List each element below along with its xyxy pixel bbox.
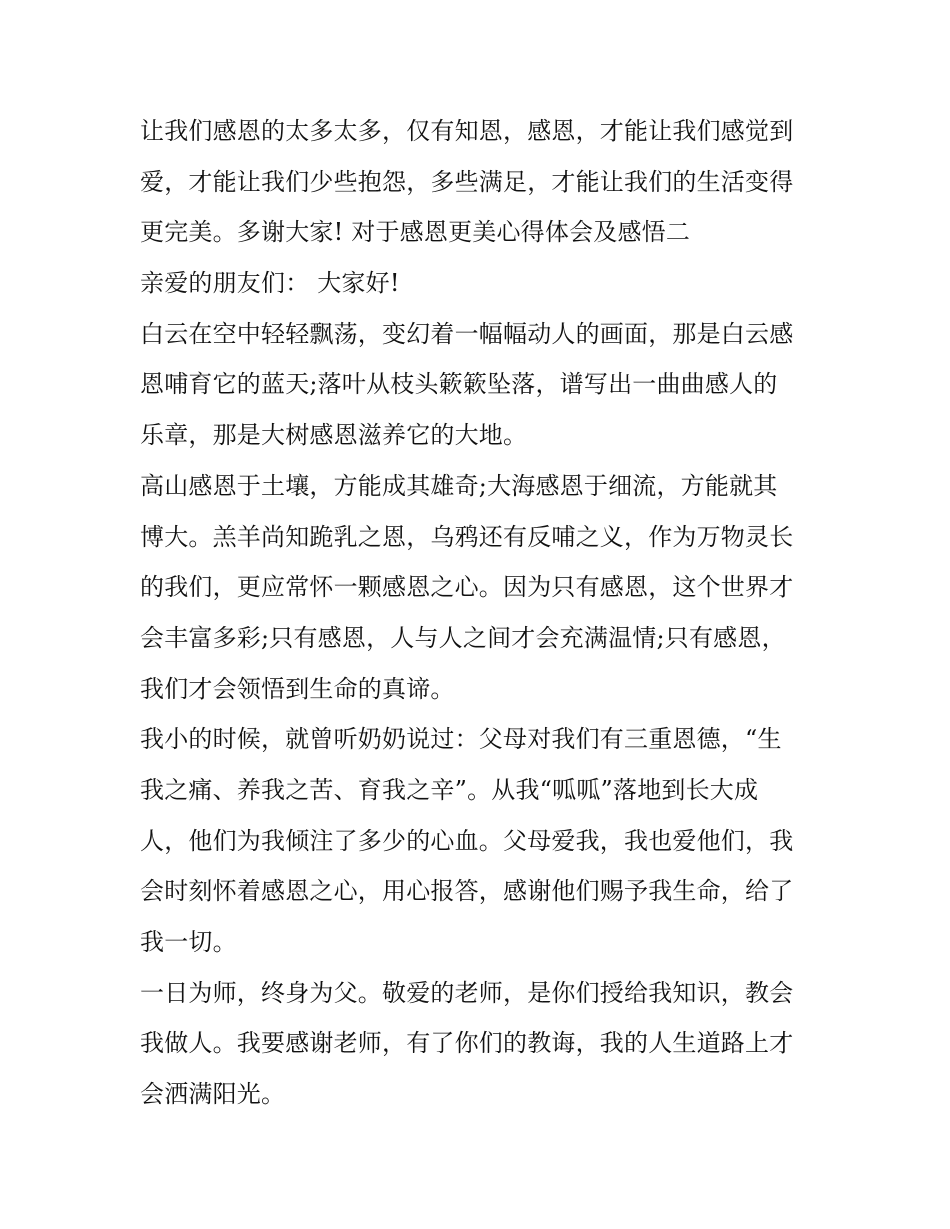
text-line: 博大。羔羊尚知跪乳之恩，乌鸦还有反哺之义，作为万物灵长 — [140, 522, 794, 551]
text-line: 我们才会领悟到生命的真谛。 — [140, 674, 455, 703]
text-line: 会洒满阳光。 — [140, 1080, 286, 1109]
text-line: 一日为师，终身为父。敬爱的老师，是你们授给我知识，教会 — [140, 978, 794, 1007]
text-line: 的我们，更应常怀一颗感恩之心。因为只有感恩，这个世界才 — [140, 573, 794, 602]
text-line: 爱，才能让我们少些抱怨，多些满足，才能让我们的生活变得 — [140, 167, 794, 196]
text-line: 会丰富多彩;只有感恩，人与人之间才会充满温情;只有感恩， — [140, 623, 786, 652]
text-line: 我做人。我要感谢老师，有了你们的教诲，我的人生道路上才 — [140, 1029, 794, 1058]
text-line: 我之痛、养我之苦、育我之辛”。从我“呱呱”落地到长大成 — [140, 775, 759, 804]
text-line: 乐章，那是大树感恩滋养它的大地。 — [140, 421, 528, 450]
document-body — [140, 106, 830, 1120]
text-line: 我小的时候，就曾听奶奶说过：父母对我们有三重恩德，“生 — [140, 725, 782, 754]
text-line: 让我们感恩的太多太多，仅有知恩，感恩，才能让我们感觉到 — [140, 117, 794, 145]
text-line: 会时刻怀着感恩之心，用心报答，感谢他们赐予我生命，给了 — [140, 877, 794, 906]
text-line: 更完美。多谢大家! 对于感恩更美心得体会及感悟二 — [140, 218, 691, 247]
text-line: 我一切。 — [140, 928, 237, 956]
greeting-line: 亲爱的朋友们： 大家好! — [140, 269, 400, 298]
text-line: 人，他们为我倾注了多少的心血。父母爱我，我也爱他们，我 — [140, 826, 794, 855]
text-line: 恩哺育它的蓝天;落叶从枝头簌簌坠落，谱写出一曲曲感人的 — [140, 370, 778, 399]
text-line: 白云在空中轻轻飘荡，变幻着一幅幅动人的画面，那是白云感 — [140, 319, 794, 348]
text-line: 高山感恩于土壤，方能成其雄奇;大海感恩于细流，方能就其 — [140, 471, 778, 500]
